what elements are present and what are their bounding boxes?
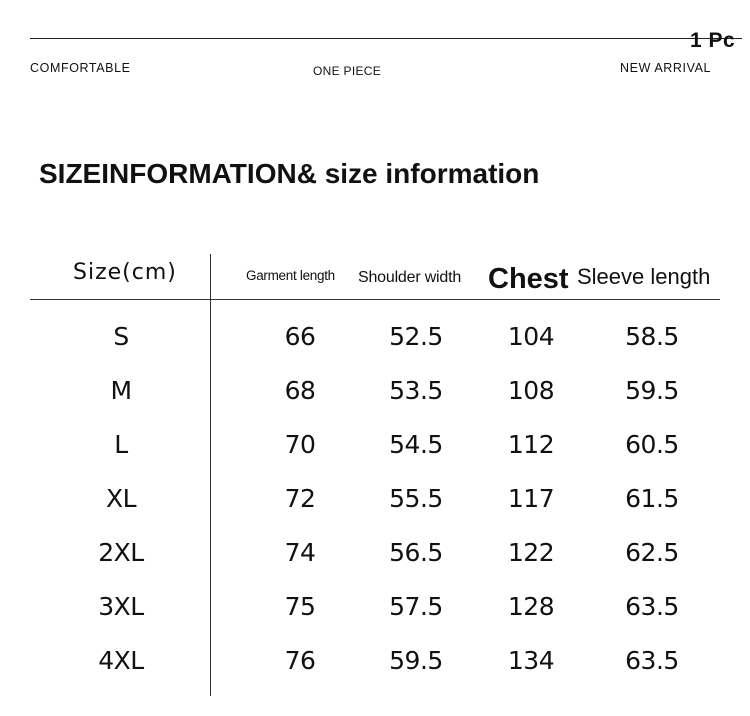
shoulder-width-cell: 57.5 — [389, 592, 443, 621]
shoulder-width-cell: 54.5 — [389, 430, 443, 459]
sleeve-length-cell: 60.5 — [625, 430, 679, 459]
column-header-shoulder-width: Shoulder width — [358, 269, 462, 286]
tag-comfortable: COMFORTABLE — [30, 61, 131, 75]
size-cell: M — [110, 376, 132, 405]
size-cell: 3XL — [98, 592, 144, 621]
chest-cell: 128 — [507, 592, 555, 621]
size-cell: S — [113, 322, 129, 351]
size-cell: 4XL — [98, 646, 144, 675]
tag-one-piece: ONE PIECE — [313, 64, 382, 78]
garment-length-cell: 72 — [284, 484, 316, 513]
column-header-garment-length: Garment length — [246, 268, 335, 283]
shoulder-width-cell: 55.5 — [389, 484, 443, 513]
page-title: SIZEINFORMATION& size information — [39, 158, 540, 189]
garment-length-cell: 76 — [284, 646, 316, 675]
chest-cell: 134 — [507, 646, 555, 675]
table-header-divider — [30, 299, 720, 300]
top-divider — [30, 38, 742, 39]
size-cell: 2XL — [98, 538, 144, 567]
column-header-sleeve-length: Sleeve length — [577, 264, 711, 289]
table-vertical-divider — [210, 254, 211, 696]
column-header-size: Size(cm) — [73, 260, 177, 285]
chest-cell: 108 — [507, 376, 555, 405]
garment-length-cell: 70 — [284, 430, 316, 459]
sleeve-length-cell: 58.5 — [625, 322, 679, 351]
chest-cell: 112 — [507, 430, 555, 459]
column-header-chest: Chest — [488, 263, 569, 295]
sleeve-length-cell: 63.5 — [625, 592, 679, 621]
garment-length-cell: 66 — [284, 322, 316, 351]
garment-length-cell: 75 — [284, 592, 316, 621]
size-cell: L — [114, 430, 128, 459]
quantity-label: 1 Pc — [690, 29, 736, 52]
shoulder-width-cell: 52.5 — [389, 322, 443, 351]
size-cell: XL — [105, 484, 137, 513]
sleeve-length-cell: 59.5 — [625, 376, 679, 405]
garment-length-cell: 74 — [284, 538, 316, 567]
chest-cell: 117 — [507, 484, 555, 513]
shoulder-width-cell: 53.5 — [389, 376, 443, 405]
sleeve-length-cell: 61.5 — [625, 484, 679, 513]
garment-length-cell: 68 — [284, 376, 316, 405]
chest-cell: 104 — [507, 322, 555, 351]
chest-cell: 122 — [507, 538, 555, 567]
tag-new-arrival: NEW ARRIVAL — [620, 61, 712, 75]
sleeve-length-cell: 63.5 — [625, 646, 679, 675]
shoulder-width-cell: 59.5 — [389, 646, 443, 675]
sleeve-length-cell: 62.5 — [625, 538, 679, 567]
shoulder-width-cell: 56.5 — [389, 538, 443, 567]
